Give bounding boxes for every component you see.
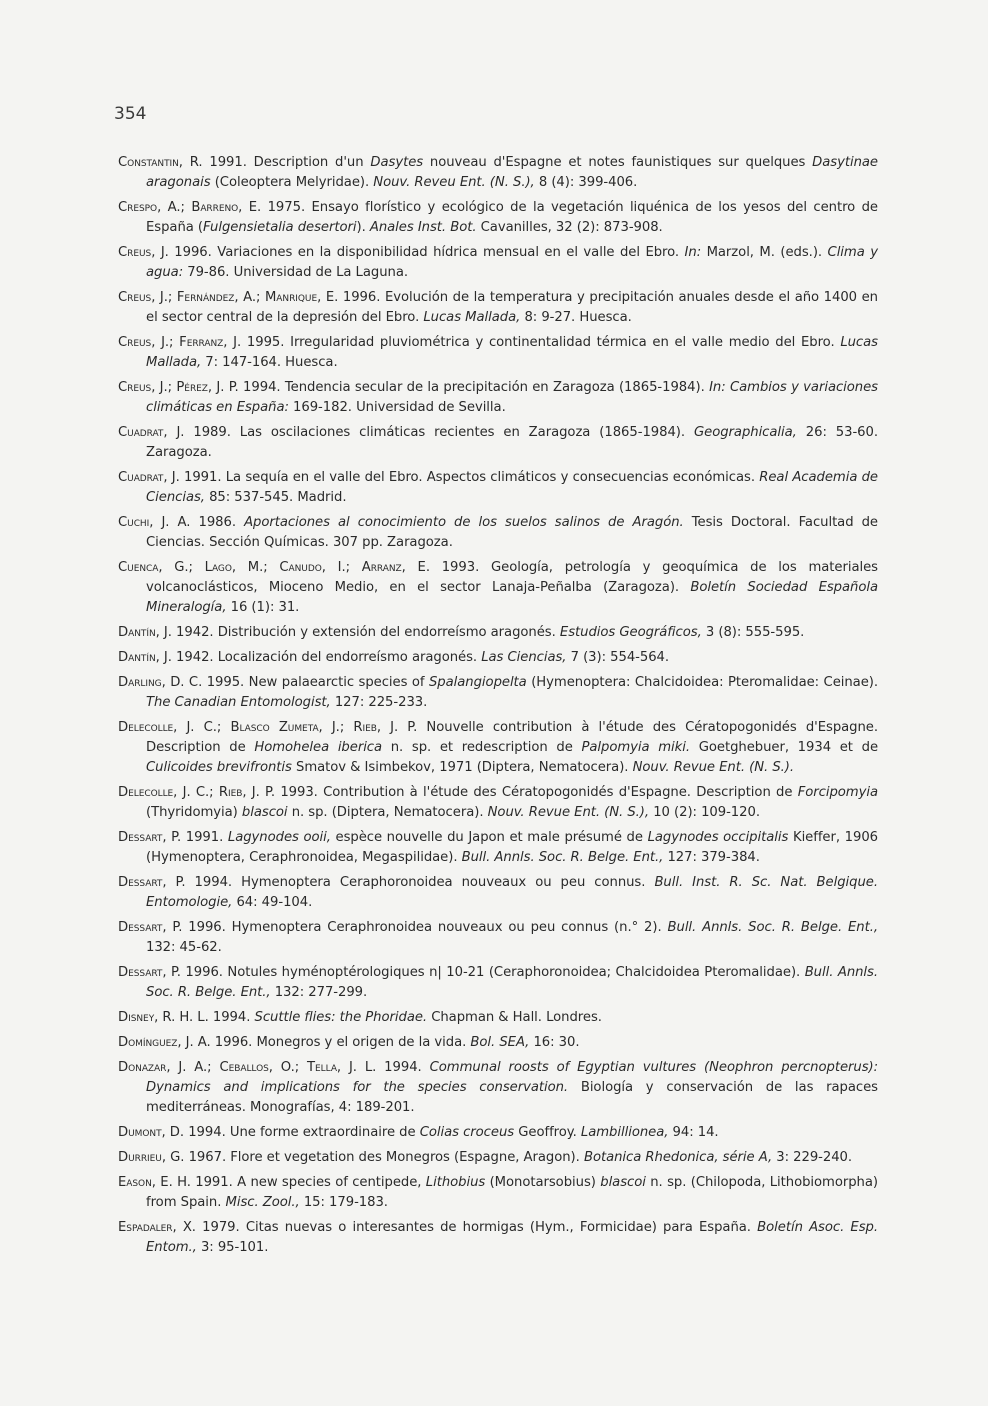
reference-author: Crespo, A.; Barreno, E. (118, 200, 262, 215)
reference-italic-text: Nouv. Revue Ent. (N. S.), (487, 805, 650, 820)
reference-author: Dessart, P. (118, 875, 186, 890)
reference-text: 1991. La sequía en el valle del Ebro. Aspectos climáticos y consecuencias económicas. (179, 470, 760, 485)
reference-author: Cuadrat, J. (118, 470, 180, 485)
reference-text: Smatov & Isimbekov, 1971 (Diptera, Nematocera). (291, 760, 633, 775)
reference-entry (118, 423, 878, 463)
reference-text: 3 (8): 555-595. (701, 625, 805, 640)
reference-text: Chapman & Hall. Londres. (427, 1010, 602, 1025)
reference-text: 26: 53-60. Zaragoza. (146, 425, 878, 460)
reference-entry (118, 623, 878, 643)
reference-text: 3: 95-101. (196, 1240, 269, 1255)
reference-italic-text: Aportaciones al conocimiento de los suelos salinos de Aragón. (244, 515, 684, 530)
reference-text: Nouvelle contribution à l'étude des Cératopogonidés d'Espagne. Description de (146, 720, 879, 755)
reference-italic-text: Bull. Annls. Soc. R. Belge. Ent., (146, 965, 879, 1000)
reference-text: 1967. Flore et vegetation des Monegros (Espagne, Aragon). (184, 1150, 584, 1165)
reference-italic-text: Dasytes (370, 155, 424, 170)
reference-text: 1994. (208, 1010, 255, 1025)
reference-list (118, 153, 878, 1263)
reference-italic-text: Fulgensietalia desertori (203, 220, 357, 235)
reference-italic-text: Colias croceus (419, 1125, 515, 1140)
reference-italic-text: Forcipomyia (797, 785, 878, 800)
reference-entry (118, 963, 878, 1003)
reference-text: 1996. Monegros y el origen de la vida. (210, 1035, 471, 1050)
reference-author: Donazar, J. A.; Ceballos, O.; Tella, J. L. (118, 1060, 377, 1075)
reference-text: Marzol, M. (eds.). (701, 245, 828, 260)
reference-text: 1991. A new species of centipede, (190, 1175, 426, 1190)
reference-author: Dantín, J. (118, 625, 172, 640)
reference-text: 1993. Geología, petrología y geoquímica de los materiales volcanoclásticos, Mioceno Medio, en el sector Lanaja-Peñalba (Zaragoza). (146, 560, 878, 595)
reference-italic-text: Scuttle flies: the Phoridae. (254, 1010, 428, 1025)
reference-author: Dantín, J. (118, 650, 172, 665)
reference-text: n. sp. (Chilopoda, Lithobiomorpha) from Spain. (146, 1175, 878, 1210)
reference-italic-text: Estudios Geográficos, (559, 625, 702, 640)
reference-text: 10 (2): 109-120. (649, 805, 760, 820)
reference-entry (118, 333, 878, 373)
reference-italic-text: Lagynodes occipitalis (647, 830, 789, 845)
reference-author: Dessart, P. (118, 965, 181, 980)
reference-text: 1986. (190, 515, 245, 530)
reference-author: Darling, D. C. (118, 675, 203, 690)
reference-text: 1979. Citas nuevas o interesantes de hormigas (Hym., Formicidae) para España. (195, 1220, 758, 1235)
reference-text: 1942. Localización del endorreísmo aragonés. (171, 650, 482, 665)
reference-italic-text: Clima y agua: (146, 245, 878, 280)
reference-text: Biología y conservación de las rapaces mediterráneas. Monografías, 4: 189-201. (146, 1080, 878, 1115)
reference-text: 1996. Variaciones en la disponibilidad hídrica mensual en el valle del Ebro. (168, 245, 685, 260)
reference-text: 1975. Ensayo florístico y ecológico de la vegetación liquénica de los yesos del centro de España ( (146, 200, 878, 235)
reference-entry (118, 1008, 878, 1028)
reference-text: Tesis Doctoral. Facultad de Ciencias. Sección Químicas. 307 pp. Zaragoza. (146, 515, 878, 550)
reference-text: 1993. Contribution à l'étude des Cératopogonidés d'Espagne. Description de (275, 785, 798, 800)
reference-text: 16: 30. (529, 1035, 580, 1050)
reference-entry (118, 828, 878, 868)
reference-text: 15: 179-183. (299, 1195, 388, 1210)
reference-author: Creus, J. (118, 245, 169, 260)
reference-text: 169-182. Universidad de Sevilla. (288, 400, 506, 415)
reference-text: (Hymenoptera: Chalcidoidea: Pteromalidae: Ceinae). (526, 675, 879, 690)
reference-italic-text: Lagynodes ooii, (227, 830, 331, 845)
reference-italic-text: Dasytinae aragonais (146, 155, 878, 190)
reference-italic-text: blascoi (241, 805, 288, 820)
page-number: 354 (114, 104, 147, 124)
reference-text: 1942. Distribución y extensión del endorreísmo aragonés. (171, 625, 560, 640)
reference-entry (118, 648, 878, 668)
reference-entry (118, 243, 878, 283)
reference-text: nouveau d'Espagne et notes faunistiques sur quelques (423, 155, 813, 170)
reference-text: 7 (3): 554-564. (566, 650, 670, 665)
reference-text: n. sp. et redescription de (382, 740, 582, 755)
reference-text: 1994. Une forme extraordinaire de (184, 1125, 420, 1140)
reference-entry (118, 1058, 878, 1118)
reference-text: Goetghebuer, 1934 et de (690, 740, 879, 755)
reference-author: Dessart, P. (118, 830, 182, 845)
reference-italic-text: Culicoides brevifrontis (146, 760, 292, 775)
reference-author: Dumont, D. (118, 1125, 185, 1140)
reference-italic-text: Geographicalia, (693, 425, 797, 440)
reference-text: n. sp. (Diptera, Nematocera). (287, 805, 488, 820)
reference-author: Espadaler, X. (118, 1220, 196, 1235)
reference-italic-text: Nouv. Revue Ent. (N. S.). (632, 760, 795, 775)
reference-entry (118, 718, 878, 778)
reference-italic-text: Botanica Rhedonica, série A, (583, 1150, 773, 1165)
reference-text: 64: 49-104. (232, 895, 313, 910)
reference-entry (118, 1148, 878, 1168)
reference-italic-text: Boletín Sociedad Española Mineralogía, (146, 580, 878, 615)
reference-text: 132: 45-62. (146, 940, 222, 955)
reference-text: 132: 277-299. (270, 985, 368, 1000)
reference-italic-text: Nouv. Reveu Ent. (N. S.), (373, 175, 535, 190)
reference-text: 8 (4): 399-406. (534, 175, 638, 190)
reference-entry (118, 558, 878, 618)
reference-italic-text: Homohelea iberica (254, 740, 383, 755)
reference-italic-text: Anales Inst. Bot. (369, 220, 477, 235)
reference-text: 94: 14. (668, 1125, 719, 1140)
reference-italic-text: blascoi (600, 1175, 646, 1190)
reference-italic-text: The Canadian Entomologist, (146, 695, 331, 710)
reference-entry (118, 1033, 878, 1053)
reference-text: 127: 379-384. (663, 850, 760, 865)
reference-text: 8: 9-27. Huesca. (520, 310, 632, 325)
reference-italic-text: Misc. Zool., (225, 1195, 300, 1210)
reference-text: 1996. Evolución de la temperatura y precipitación anuales desde el año 1400 en el sector central de la depresión del Ebro. (146, 290, 878, 325)
reference-entry (118, 873, 878, 913)
reference-author: Dessart, P. (118, 920, 183, 935)
reference-text: Kieffer, 1906 (Hymenoptera, Ceraphronoidea, Megaspilidae). (146, 830, 879, 865)
reference-italic-text: Bull. Inst. R. Sc. Nat. Belgique. Entomologie, (146, 875, 878, 910)
reference-entry (118, 468, 878, 508)
reference-author: Creus, J.; Fernández, A.; Manrique, E. (118, 290, 339, 305)
reference-author: Creus, J.; Ferranz, J. (118, 335, 242, 350)
reference-text: Geoffroy. (514, 1125, 581, 1140)
reference-text: 1994. Tendencia secular de la precipitación en Zaragoza (1865-1984). (238, 380, 710, 395)
reference-entry (118, 378, 878, 418)
reference-text: 127: 225-233. (330, 695, 428, 710)
reference-italic-text: Palpomyia miki. (581, 740, 691, 755)
reference-italic-text: In: Cambios y variaciones climáticas en España: (146, 380, 878, 415)
reference-italic-text: Boletín Asoc. Esp. Entom., (146, 1220, 878, 1255)
reference-italic-text: Real Academia de Ciencias, (146, 470, 878, 505)
reference-text: (Coleoptera Melyridae). (210, 175, 374, 190)
reference-author: Constantin, R. (118, 155, 203, 170)
reference-author: Cuchi, J. A. (118, 515, 191, 530)
reference-text: 1994. Hymenoptera Ceraphoronoidea nouveaux ou peu connus. (185, 875, 655, 890)
reference-entry (118, 783, 878, 823)
reference-entry (118, 918, 878, 958)
reference-text: 3: 229-240. (772, 1150, 853, 1165)
reference-italic-text: Bull. Annls. Soc. R. Belge. Ent., (461, 850, 664, 865)
reference-text: (Thyridomyia) (146, 805, 242, 820)
reference-text: 1989. Las oscilaciones climáticas recientes en Zaragoza (1865-1984). (184, 425, 694, 440)
reference-author: Cuenca, G.; Lago, M.; Canudo, I.; Arranz, E. (118, 560, 430, 575)
reference-entry (118, 153, 878, 193)
reference-entry (118, 513, 878, 553)
reference-text: 1994. (376, 1060, 430, 1075)
reference-italic-text: Las Ciencias, (481, 650, 567, 665)
reference-entry (118, 198, 878, 238)
reference-entry (118, 288, 878, 328)
reference-text: 1996. Notules hyménoptérologiques n| 10-21 (Ceraphoronoidea; Chalcidoidea Pteromalidae). (180, 965, 805, 980)
reference-text: 1995. New palaearctic species of (202, 675, 429, 690)
reference-author: Eason, E. H. (118, 1175, 191, 1190)
reference-text: 1991. (181, 830, 228, 845)
reference-italic-text: In: (684, 245, 702, 260)
reference-italic-text: Lucas Mallada, (423, 310, 521, 325)
reference-text: 16 (1): 31. (226, 600, 300, 615)
reference-text: ). (356, 220, 370, 235)
reference-italic-text: Communal roosts of Egyptian vultures (Neophron percnopterus): Dynamics and implications for the species conservation. (146, 1060, 878, 1095)
reference-text: 85: 537-545. Madrid. (204, 490, 347, 505)
reference-author: Delecolle, J. C.; Rieb, J. P. (118, 785, 276, 800)
reference-text: 1996. Hymenoptera Ceraphronoidea nouveaux ou peu connus (n.° 2). (182, 920, 668, 935)
reference-author: Durrieu, G. (118, 1150, 185, 1165)
reference-author: Creus, J.; Pérez, J. P. (118, 380, 239, 395)
reference-text: (Monotarsobius) (485, 1175, 601, 1190)
reference-entry (118, 1173, 878, 1213)
reference-italic-text: Bol. SEA, (470, 1035, 530, 1050)
reference-author: Disney, R. H. L. (118, 1010, 209, 1025)
reference-italic-text: Lithobius (425, 1175, 486, 1190)
reference-italic-text: Lucas Mallada, (146, 335, 878, 370)
reference-text: espèce nouvelle du Japon et male présumé de (330, 830, 648, 845)
reference-author: Domínguez, J. A. (118, 1035, 211, 1050)
reference-text: 1995. Irregularidad pluviométrica y continentalidad térmica en el valle medio del Ebro. (241, 335, 841, 350)
reference-text: 1991. Description d'un (202, 155, 371, 170)
reference-italic-text: Lambillionea, (580, 1125, 669, 1140)
reference-entry (118, 1218, 878, 1258)
reference-text: 7: 147-164. Huesca. (201, 355, 338, 370)
reference-author: Cuadrat, J. (118, 425, 185, 440)
reference-italic-text: Bull. Annls. Soc. R. Belge. Ent., (667, 920, 878, 935)
reference-entry (118, 673, 878, 713)
reference-italic-text: Spalangiopelta (428, 675, 527, 690)
reference-author: Delecolle, J. C.; Blasco Zumeta, J.; Rieb, J. P. (118, 720, 418, 735)
reference-text: Cavanilles, 32 (2): 873-908. (476, 220, 663, 235)
reference-entry (118, 1123, 878, 1143)
reference-text: 79-86. Universidad de La Laguna. (183, 265, 408, 280)
